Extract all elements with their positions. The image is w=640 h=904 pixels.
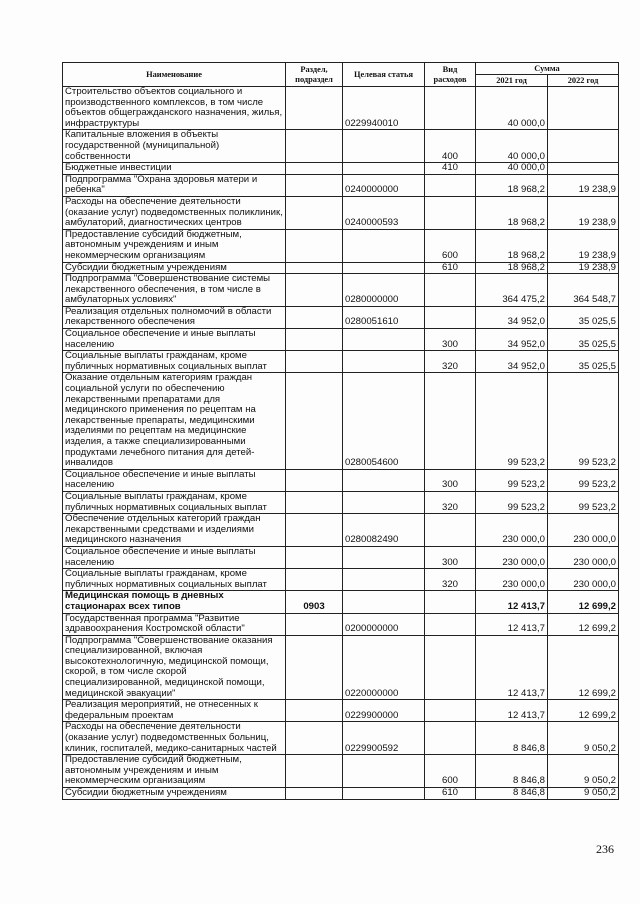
row-section [286,130,343,163]
row-sum-2021: 99 523,2 [476,491,548,513]
row-sum-2022: 12 699,2 [548,635,619,700]
row-target: 0200000000 [343,613,425,635]
table-row [63,87,619,130]
row-sum-2022: 99 523,2 [548,491,619,513]
row-sum-2021: 12 413,7 [476,635,548,700]
row-sum-2021: 18 968,2 [476,174,548,196]
table-row [63,163,619,175]
row-sum-2021: 230 000,0 [476,514,548,547]
row-target [343,351,425,373]
row-type: 320 [425,491,476,513]
table-row [63,306,619,328]
row-sum-2021: 8 846,8 [476,755,548,788]
row-section [286,229,343,262]
row-name: Бюджетные инвестиции [63,163,286,175]
row-target [343,569,425,591]
row-sum-2022: 19 238,9 [548,196,619,229]
row-sum-2021: 12 413,7 [476,700,548,722]
row-type: 300 [425,469,476,491]
table-row [63,546,619,568]
row-sum-2021: 18 968,2 [476,262,548,274]
table-row [63,351,619,373]
row-target [343,469,425,491]
row-type: 610 [425,788,476,800]
row-name: Оказание отдельным категориям граждан социальной услуги по обеспечению лекарственными препаратами для медицинского применения по рецептам на лекарственные препараты, медицинскими изделиями по рецептам на медицинские изделия, а также специализированными продуктами лечебного питания для детей-инвалидов [63,373,286,469]
row-section [286,514,343,547]
row-section [286,635,343,700]
row-sum-2022: 230 000,0 [548,514,619,547]
row-target [343,591,425,613]
row-type [425,87,476,130]
row-type: 400 [425,130,476,163]
row-section [286,755,343,788]
row-target [343,788,425,800]
row-target: 0280051610 [343,306,425,328]
row-sum-2021: 99 523,2 [476,469,548,491]
row-name: Предоставление субсидий бюджетным, автономным учреждениям и иным некоммерческим организациям [63,229,286,262]
table-row [63,130,619,163]
row-sum-2021: 40 000,0 [476,130,548,163]
row-section [286,491,343,513]
header-sum: Сумма [476,63,619,75]
row-name: Реализация мероприятий, не отнесенных к федеральным проектам [63,700,286,722]
row-sum-2022: 12 699,2 [548,613,619,635]
row-sum-2021: 34 952,0 [476,329,548,351]
page-number: 236 [596,842,614,856]
table-row [63,491,619,513]
row-sum-2021: 8 846,8 [476,788,548,800]
header-year-2022: 2022 год [548,75,619,87]
row-sum-2022: 9 050,2 [548,755,619,788]
row-sum-2022: 35 025,5 [548,351,619,373]
row-name: Обеспечение отдельных категорий граждан лекарственными средствами и изделиями медицинского назначения [63,514,286,547]
row-type [425,196,476,229]
row-section [286,569,343,591]
row-type [425,613,476,635]
row-name: Социальное обеспечение и иные выплаты населению [63,546,286,568]
row-section [286,87,343,130]
table-row [63,722,619,755]
row-sum-2021: 99 523,2 [476,373,548,469]
row-sum-2021: 12 413,7 [476,591,548,613]
row-target [343,262,425,274]
row-target: 0240000000 [343,174,425,196]
row-sum-2022: 19 238,9 [548,174,619,196]
row-sum-2021: 34 952,0 [476,351,548,373]
row-sum-2022: 9 050,2 [548,722,619,755]
table-header [63,63,619,87]
row-target [343,163,425,175]
row-target [343,130,425,163]
row-target: 0229900000 [343,700,425,722]
table-row [63,329,619,351]
row-name: Социальное обеспечение и иные выплаты населению [63,469,286,491]
row-sum-2021: 34 952,0 [476,306,548,328]
row-target: 0220000000 [343,635,425,700]
row-target: 0280000000 [343,274,425,307]
table-body [63,87,619,800]
row-name: Подпрограмма "Совершенствование системы лекарственного обеспечения, в том числе в амбулаторных условиях" [63,274,286,307]
row-sum-2022: 364 548,7 [548,274,619,307]
row-type [425,174,476,196]
table-row [63,514,619,547]
row-sum-2022: 12 699,2 [548,591,619,613]
row-name: Подпрограмма "Охрана здоровья матери и ребенка" [63,174,286,196]
row-sum-2021: 12 413,7 [476,613,548,635]
row-name: Строительство объектов социального и производственного комплексов, в том числе объектов общегражданского назначения, жилья, инфраструктуры [63,87,286,130]
row-name: Государственная программа "Развитие здравоохранения Костромской области" [63,613,286,635]
table-row [63,788,619,800]
table-row [63,569,619,591]
header-section: Раздел, подраздел [286,63,343,87]
row-section [286,613,343,635]
row-sum-2022: 9 050,2 [548,788,619,800]
table-row [63,613,619,635]
row-section [286,262,343,274]
row-section [286,373,343,469]
row-sum-2021: 18 968,2 [476,196,548,229]
row-sum-2022: 230 000,0 [548,569,619,591]
row-type: 600 [425,755,476,788]
row-target: 0240000593 [343,196,425,229]
table-row [63,274,619,307]
row-sum-2021: 40 000,0 [476,87,548,130]
row-section [286,351,343,373]
table-row [63,469,619,491]
row-type [425,306,476,328]
row-sum-2022: 230 000,0 [548,546,619,568]
row-type [425,274,476,307]
row-type: 610 [425,262,476,274]
row-sum-2021: 8 846,8 [476,722,548,755]
row-section [286,546,343,568]
row-name: Подпрограмма "Совершенствование оказания специализированной, включая высокотехнологичную, медицинской помощи, скорой, в том числе скорой специализированной, медицинской помощи, медицинской эвакуации" [63,635,286,700]
row-target: 0280054600 [343,373,425,469]
row-name: Расходы на обеспечение деятельности (оказание услуг) подведомственных больниц, клиник, госпиталей, медико-санитарных частей [63,722,286,755]
header-name: Наименование [63,63,286,87]
table-row [63,196,619,229]
row-type [425,373,476,469]
header-type: Вид расходов [425,63,476,87]
header-year-2021: 2021 год [476,75,548,87]
row-name: Капитальные вложения в объекты государственной (муниципальной) собственности [63,130,286,163]
row-sum-2022: 35 025,5 [548,306,619,328]
row-type: 410 [425,163,476,175]
header-target: Целевая статья [343,63,425,87]
row-type [425,514,476,547]
row-type [425,591,476,613]
row-name: Медицинская помощь в дневных стационарах всех типов [63,591,286,613]
budget-table [62,62,619,800]
table-row [63,373,619,469]
row-name: Реализация отдельных полномочий в области лекарственного обеспечения [63,306,286,328]
row-section [286,163,343,175]
row-type: 320 [425,351,476,373]
row-sum-2022 [548,130,619,163]
row-type: 300 [425,546,476,568]
row-name: Социальное обеспечение и иные выплаты населению [63,329,286,351]
row-name: Расходы на обеспечение деятельности (оказание услуг) подведомственных поликлиник, амбулаторий, диагностических центров [63,196,286,229]
row-type: 300 [425,329,476,351]
row-sum-2021: 40 000,0 [476,163,548,175]
row-target: 0229940010 [343,87,425,130]
row-target [343,546,425,568]
row-name: Субсидии бюджетным учреждениям [63,262,286,274]
row-name: Социальные выплаты гражданам, кроме публичных нормативных социальных выплат [63,351,286,373]
row-target [343,329,425,351]
row-name: Социальные выплаты гражданам, кроме публичных нормативных социальных выплат [63,569,286,591]
row-section [286,469,343,491]
row-sum-2022: 12 699,2 [548,700,619,722]
row-sum-2021: 364 475,2 [476,274,548,307]
row-sum-2022: 99 523,2 [548,373,619,469]
row-target [343,229,425,262]
row-sum-2021: 18 968,2 [476,229,548,262]
row-sum-2022: 19 238,9 [548,262,619,274]
row-target [343,755,425,788]
row-target: 0280082490 [343,514,425,547]
row-type [425,635,476,700]
row-section [286,306,343,328]
table-row [63,755,619,788]
table-row [63,262,619,274]
table-row [63,174,619,196]
row-section [286,722,343,755]
row-section [286,174,343,196]
row-section: 0903 [286,591,343,613]
row-type [425,722,476,755]
table-row [63,229,619,262]
row-sum-2021: 230 000,0 [476,569,548,591]
row-name: Социальные выплаты гражданам, кроме публичных нормативных социальных выплат [63,491,286,513]
row-sum-2022: 35 025,5 [548,329,619,351]
row-type [425,700,476,722]
row-section [286,329,343,351]
row-sum-2022 [548,163,619,175]
row-section [286,788,343,800]
row-section [286,196,343,229]
row-name: Субсидии бюджетным учреждениям [63,788,286,800]
row-target [343,491,425,513]
table-row [63,700,619,722]
table-row [63,591,619,613]
table-row [63,635,619,700]
row-type: 600 [425,229,476,262]
row-sum-2021: 230 000,0 [476,546,548,568]
row-section [286,274,343,307]
row-target: 0229900592 [343,722,425,755]
row-section [286,700,343,722]
row-type: 320 [425,569,476,591]
row-sum-2022: 19 238,9 [548,229,619,262]
row-name: Предоставление субсидий бюджетным, автономным учреждениям и иным некоммерческим организациям [63,755,286,788]
row-sum-2022 [548,87,619,130]
row-sum-2022: 99 523,2 [548,469,619,491]
